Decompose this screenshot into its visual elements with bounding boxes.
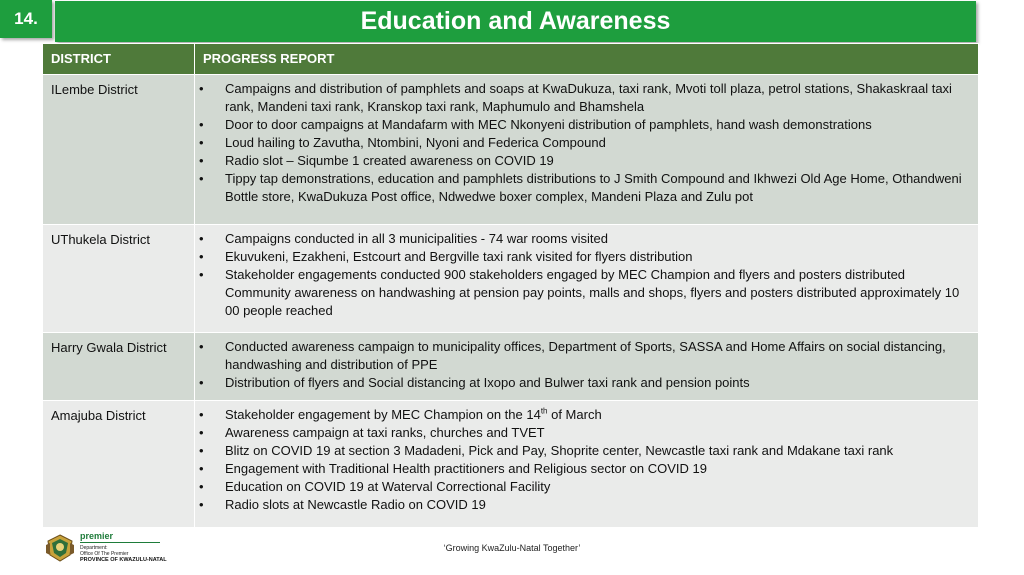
district-cell: ILembe District bbox=[43, 75, 195, 225]
table-row bbox=[43, 75, 979, 225]
list-item: • Campaigns and distribution of pamphlets and soaps at KwaDukuza, taxi rank, Mvoti toll plaza, petrol stations, Shakaskraal taxi rank, Mandeni taxi rank, Kranskop taxi rank, Maphumulo and Bhamshela bbox=[199, 81, 952, 114]
table-header-row bbox=[43, 44, 979, 75]
bullet-icon: • bbox=[199, 461, 204, 476]
logo-premier-text: premier bbox=[80, 531, 114, 541]
bullet-icon: • bbox=[199, 171, 204, 186]
column-header-district: DISTRICT bbox=[43, 44, 195, 75]
list-item: • Stakeholder engagements conducted 900 stakeholders engaged by MEC Champion and flyers and posters distributed Community awareness on handwashing at pension pay points, malls and shops, flyers and posters distributed approximately 10 00 people reached bbox=[225, 266, 970, 320]
progress-list bbox=[199, 406, 970, 514]
list-item: • Radio slot – Siqumbe 1 created awareness on COVID 19 bbox=[199, 153, 554, 168]
table-row bbox=[43, 401, 979, 528]
list-item: • Radio slots at Newcastle Radio on COVID 19 bbox=[199, 497, 486, 512]
logo-department-text: Department: bbox=[80, 545, 108, 551]
bullet-icon: • bbox=[199, 425, 204, 440]
column-header-progress-report: PROGRESS REPORT bbox=[195, 44, 979, 75]
list-item: • Blitz on COVID 19 at section 3 Madadeni, Pick and Pay, Shoprite center, Newcastle taxi rank and Mdakane taxi rank bbox=[199, 443, 894, 458]
list-item: • Loud hailing to Zavutha, Ntombini, Nyoni and Federica Compound bbox=[199, 135, 606, 150]
table-row bbox=[43, 225, 979, 333]
logo-province-text: PROVINCE OF KWAZULU-NATAL bbox=[80, 557, 167, 563]
list-item: • Stakeholder engagement by MEC Champion on the 14th of March bbox=[199, 406, 602, 422]
list-item: • Ekuvukeni, Ezakheni, Estcourt and Bergville taxi rank visited for flyers distribution bbox=[199, 249, 693, 264]
bullet-icon: • bbox=[199, 153, 204, 168]
district-cell: Harry Gwala District bbox=[43, 333, 195, 401]
bullet-icon: • bbox=[199, 231, 204, 246]
bullet-icon: • bbox=[199, 497, 204, 512]
progress-cell bbox=[195, 225, 979, 333]
bullet-icon: • bbox=[199, 267, 204, 282]
bullet-icon: • bbox=[199, 407, 204, 422]
superscript: th bbox=[540, 406, 548, 416]
progress-report-table bbox=[42, 43, 979, 528]
progress-list bbox=[199, 230, 970, 320]
list-item: • Conducted awareness campaign to municipality offices, Department of Sports, SASSA and Home Affairs on social distancing, handwashing and distribution of PPE bbox=[199, 339, 946, 372]
bullet-icon: • bbox=[199, 81, 204, 96]
progress-list bbox=[199, 80, 970, 206]
bullet-icon: • bbox=[199, 135, 204, 150]
logo-office-text: Office Of The Premier bbox=[80, 551, 129, 557]
list-item: • Engagement with Traditional Health practitioners and Religious sector on COVID 19 bbox=[199, 461, 707, 476]
bullet-icon: • bbox=[199, 117, 204, 132]
district-cell: UThukela District bbox=[43, 225, 195, 333]
slide-title: Education and Awareness bbox=[55, 1, 976, 42]
bullet-icon: • bbox=[199, 479, 204, 494]
list-item: • Distribution of flyers and Social distancing at Ixopo and Bulwer taxi rank and pension points bbox=[199, 375, 750, 390]
progress-cell bbox=[195, 401, 979, 528]
bullet-icon: • bbox=[199, 249, 204, 264]
progress-cell bbox=[195, 333, 979, 401]
table-row bbox=[43, 333, 979, 401]
bullet-icon: • bbox=[199, 443, 204, 458]
footer-tagline: ‘Growing KwaZulu-Natal Together’ bbox=[443, 543, 581, 553]
bullet-icon: • bbox=[199, 339, 204, 354]
slide-number-badge: 14. bbox=[0, 0, 52, 38]
district-cell: Amajuba District bbox=[43, 401, 195, 528]
list-item-continuation: Community awareness on handwashing at pension pay points, malls and shops, flyers and posters distributed approximately 10 00 people reached bbox=[225, 285, 960, 318]
list-item: • Campaigns conducted in all 3 municipalities - 74 war rooms visited bbox=[199, 231, 608, 246]
progress-list bbox=[199, 338, 970, 392]
progress-cell bbox=[195, 75, 979, 225]
list-item: • Education on COVID 19 at Waterval Correctional Facility bbox=[199, 479, 551, 494]
list-item: • Door to door campaigns at Mandafarm with MEC Nkonyeni distribution of pamphlets, hand wash demonstrations bbox=[199, 117, 872, 132]
list-item: • Tippy tap demonstrations, education and pamphlets distributions to J Smith Compound and Ikhwezi Old Age Home, Othandweni Bottle store, KwaDukuza Post office, Ndwedwe boxer complex, Mandeni Plaza and Zulu pot bbox=[199, 171, 962, 204]
list-item: • Awareness campaign at taxi ranks, churches and TVET bbox=[199, 425, 545, 440]
bullet-icon: • bbox=[199, 375, 204, 390]
